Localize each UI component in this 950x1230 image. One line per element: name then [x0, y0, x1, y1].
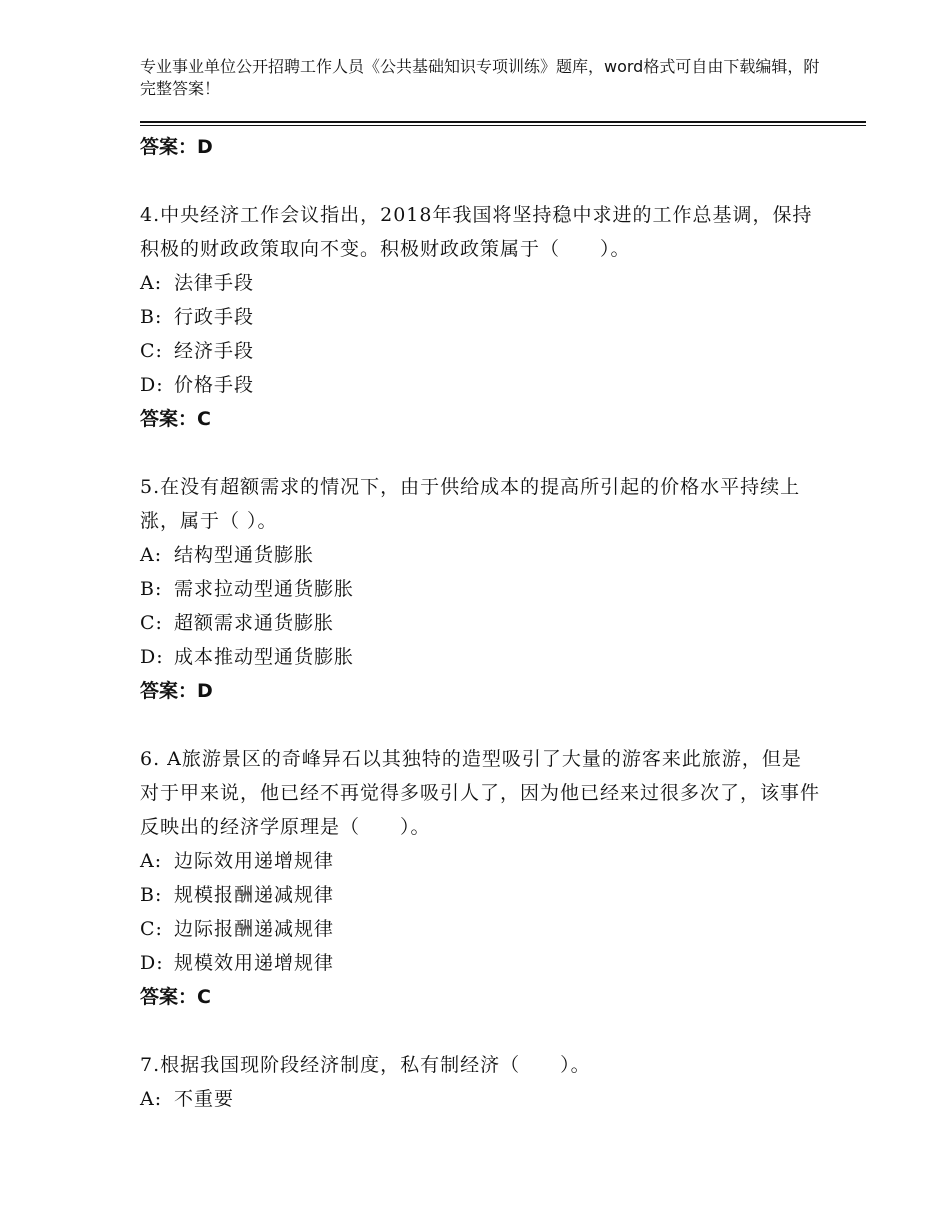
question-item [140, 470, 820, 708]
option-d [140, 368, 820, 402]
question-stem: 6. A旅游景区的奇峰异石以其独特的造型吸引了大量的游客来此旅游，但是对于甲来说，他已经不再觉得多吸引人了，因为他已经来过很多次了，该事件反映出的经济学原理是（ ）。 [140, 748, 821, 838]
option-c [140, 912, 820, 946]
option-b [140, 300, 820, 334]
option-text: 经济手段 [174, 340, 255, 362]
option-text: 价格手段 [174, 374, 255, 396]
option-label: C: [140, 340, 163, 362]
question-stem: 5.在没有超额需求的情况下，由于供给成本的提高所引起的价格水平持续上涨，属于（ ）。 [140, 476, 801, 532]
question-item [140, 742, 820, 1014]
option-text: 结构型通货膨胀 [174, 544, 315, 566]
option-label: C: [140, 612, 163, 634]
option-label: A: [140, 544, 163, 566]
option-label: B: [140, 306, 163, 328]
question-stem: 7.根据我国现阶段经济制度，私有制经济（ ）。 [140, 1054, 591, 1076]
option-text: 需求拉动型通货膨胀 [174, 578, 355, 600]
header-divider-thin [140, 125, 866, 126]
option-label: D: [140, 374, 164, 396]
option-text: 超额需求通货膨胀 [174, 612, 335, 634]
option-a [140, 266, 820, 300]
document-header: 专业事业单位公开招聘工作人员《公共基础知识专项训练》题库，word格式可自由下载编辑，附完整答案！ [140, 57, 820, 98]
option-label: A: [140, 1088, 163, 1110]
option-b [140, 572, 820, 606]
option-label: C: [140, 918, 163, 940]
option-b [140, 878, 820, 912]
question-item [140, 198, 820, 436]
option-text: 行政手段 [174, 306, 255, 328]
question-item [140, 1048, 820, 1116]
option-label: D: [140, 952, 164, 974]
option-text: 边际报酬递减规律 [174, 918, 335, 940]
option-text: 法律手段 [174, 272, 255, 294]
option-a [140, 1082, 820, 1116]
answer-line: 答案：D [140, 680, 213, 702]
option-label: D: [140, 646, 164, 668]
option-d [140, 640, 820, 674]
option-d [140, 946, 820, 980]
header-divider [140, 121, 866, 123]
option-text: 规模报酬递减规律 [174, 884, 335, 906]
option-a [140, 844, 820, 878]
answer-line: 答案：C [140, 408, 211, 430]
option-label: B: [140, 884, 163, 906]
option-c [140, 606, 820, 640]
option-label: A: [140, 850, 163, 872]
option-label: A: [140, 272, 163, 294]
option-text: 不重要 [174, 1088, 235, 1110]
option-c [140, 334, 820, 368]
option-label: B: [140, 578, 163, 600]
answer-line: 答案：D [140, 136, 213, 158]
option-text: 成本推动型通货膨胀 [174, 646, 355, 668]
question-stem: 4.中央经济工作会议指出，2018年我国将坚持稳中求进的工作总基调，保持积极的财政政策取向不变。积极财政政策属于（ ）。 [140, 204, 813, 260]
option-text: 规模效用递增规律 [174, 952, 335, 974]
question-list [140, 130, 820, 1116]
option-a [140, 538, 820, 572]
option-text: 边际效用递增规律 [174, 850, 335, 872]
answer-line: 答案：C [140, 986, 211, 1008]
